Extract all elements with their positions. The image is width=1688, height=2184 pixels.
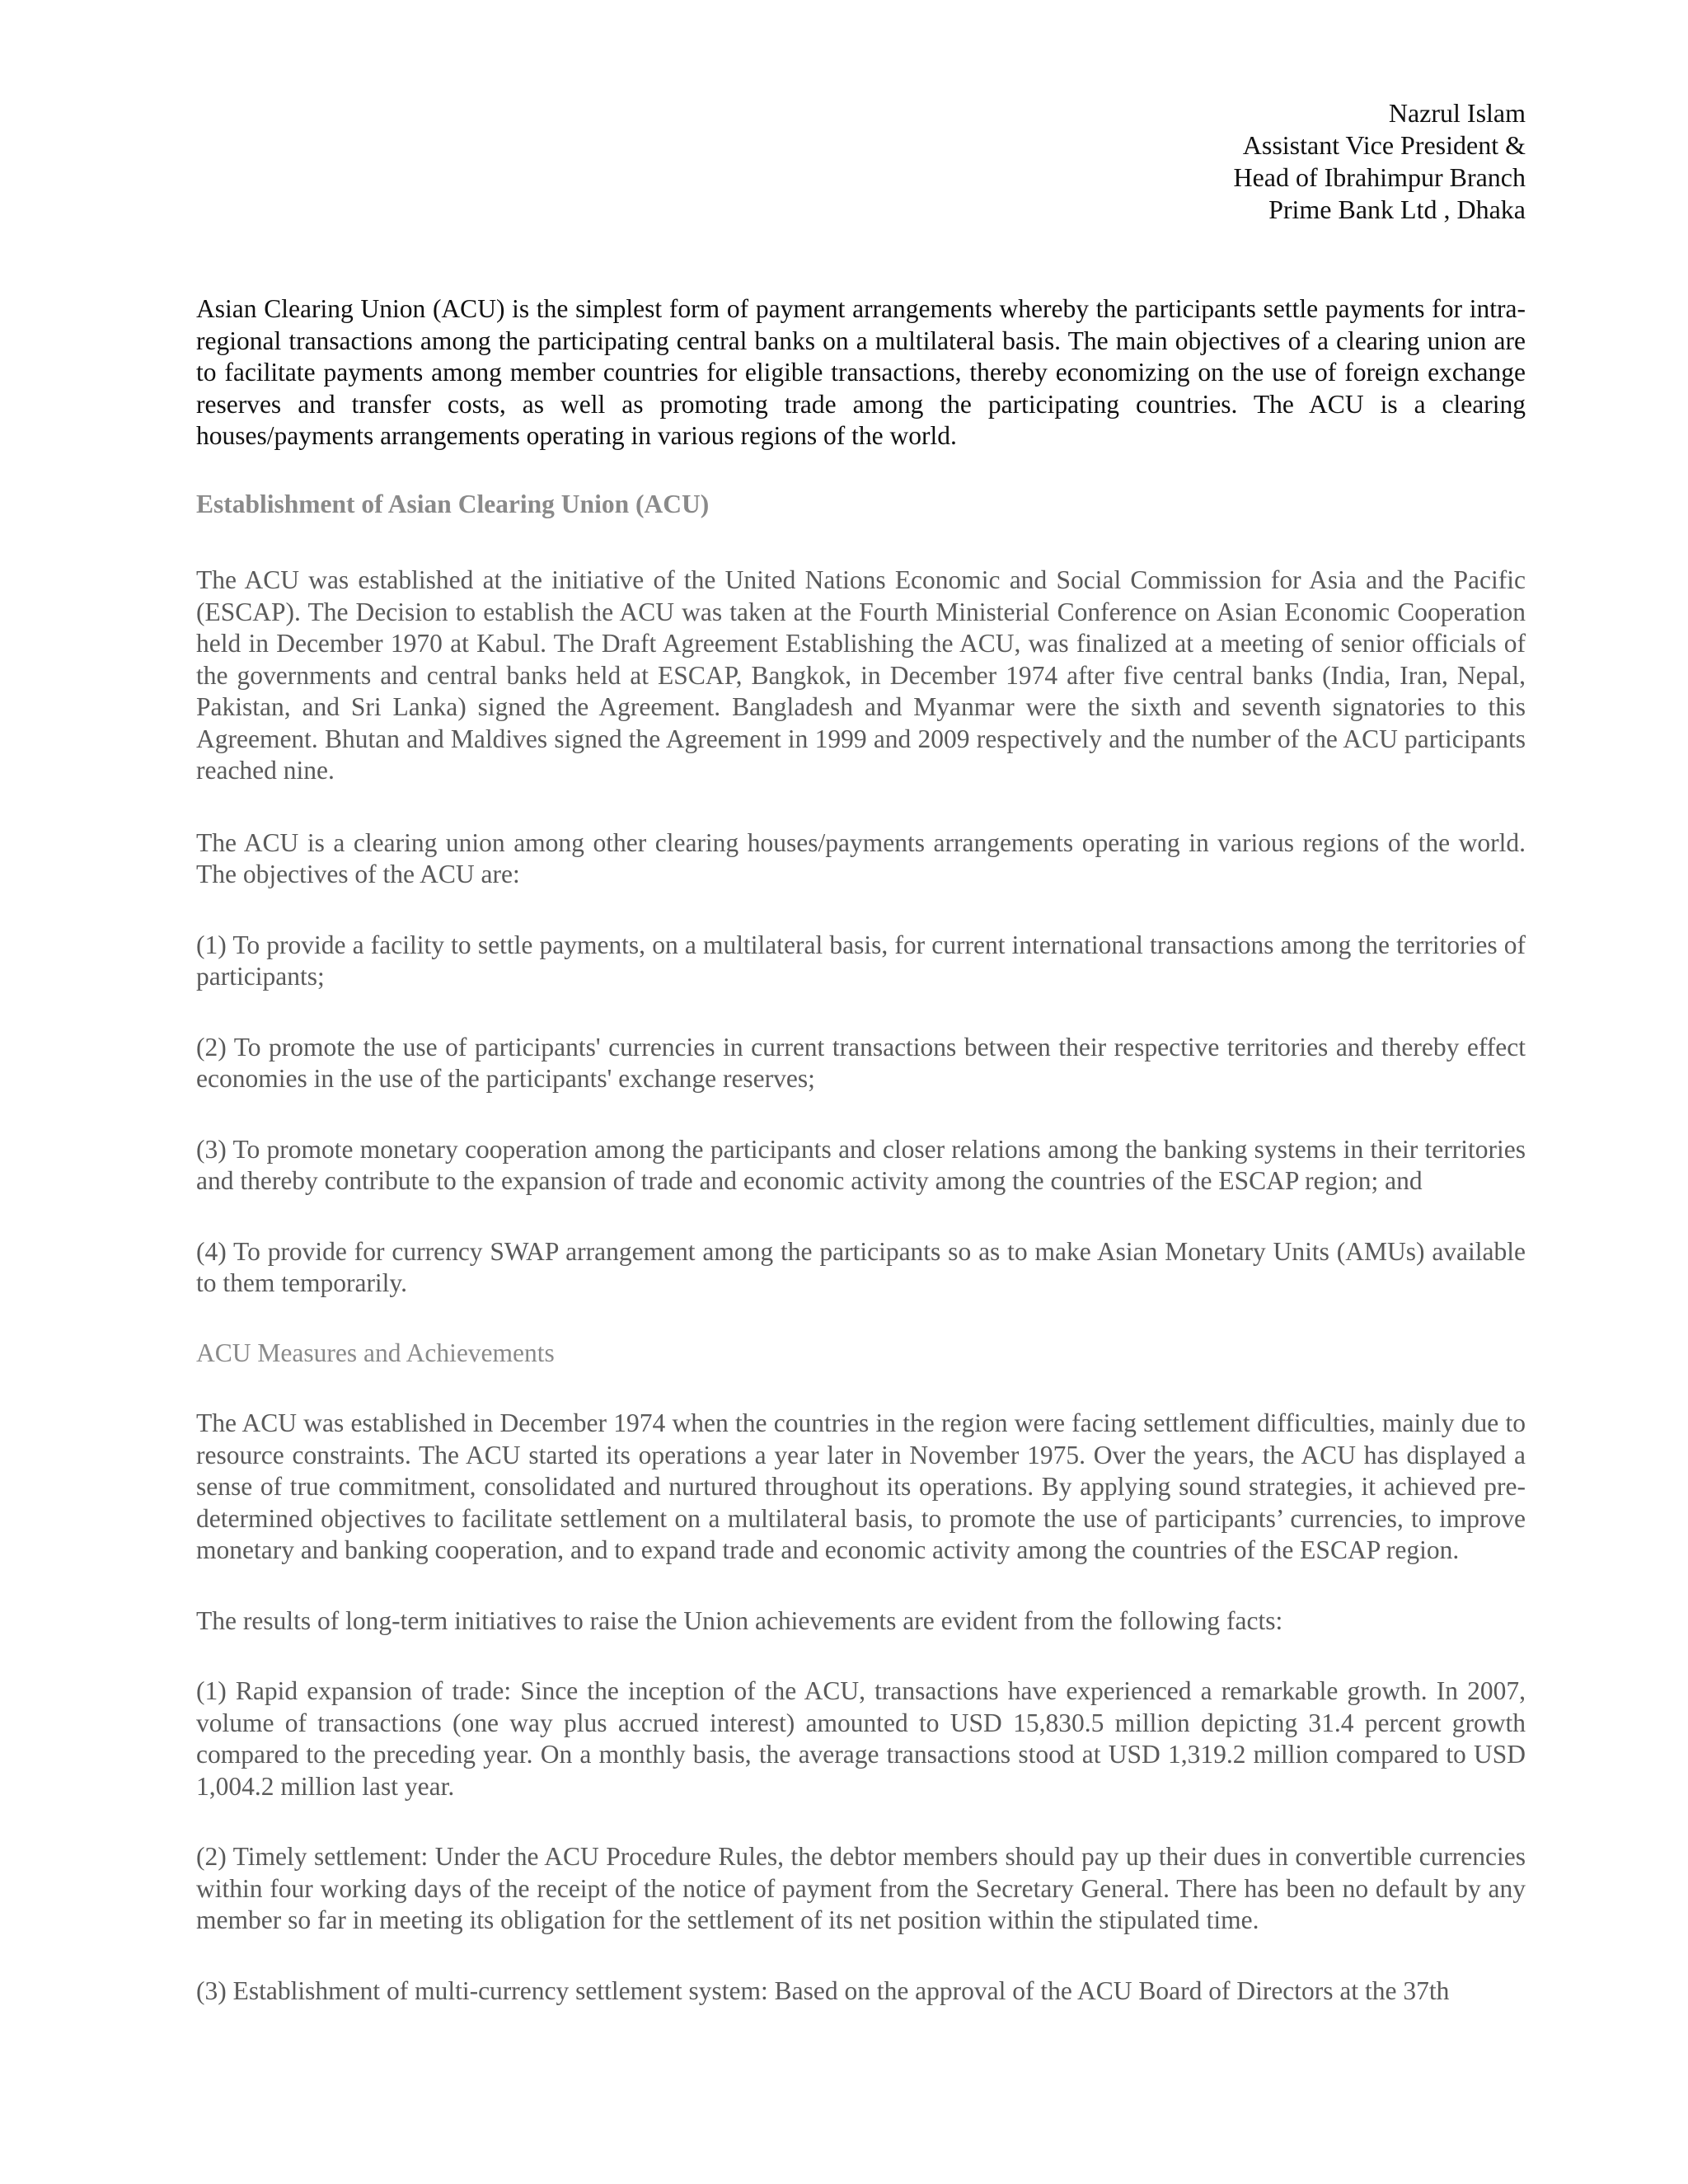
measures-paragraph-1: The ACU was established in December 1974 when the countries in the region were facing settlement difficulties, mainly due to resource constraints. The ACU started its operations a year later in November 1975. Over the years, the ACU has displayed a sense of true commitment, consolidated and nurtured throughout its operations. By applying sound strategies, it achieved pre-determined objectives to facilitate settlement on a multilateral basis, to promote the use of participants’ currencies, to improve monetary and banking cooperation, and to expand trade and economic activity among the countries of the ESCAP region.: [196, 1408, 1526, 1564]
article-body: [196, 293, 1526, 2007]
establishment-heading: Establishment of Asian Clearing Union (ACU): [196, 489, 710, 518]
establishment-paragraph-2: The ACU is a clearing union among other clearing houses/payments arrangements operating in various regions of the world. The objectives of the ACU are:: [196, 827, 1526, 888]
author-position: Head of Ibrahimpur Branch: [1233, 162, 1526, 192]
objective-item-2: (2) To promote the use of participants' currencies in current transactions between their respective territories and thereby effect economies in the use of the participants' exchange reserves;: [196, 1032, 1526, 1093]
author-title: Assistant Vice President &: [1242, 130, 1526, 160]
author-organization: Prime Bank Ltd , Dhaka: [1268, 194, 1526, 224]
objective-item-1: (1) To provide a facility to settle payments, on a multilateral basis, for current international transactions among the territories of participants;: [196, 930, 1526, 991]
fact-item-1: (1) Rapid expansion of trade: Since the inception of the ACU, transactions have experienced a remarkable growth. In 2007, volume of transactions (one way plus accrued interest) amounted to USD 15,830.5 million depicting 31.4 percent growth compared to the preceding year. On a monthly basis, the average transactions stood at USD 1,319.2 million compared to USD 1,004.2 million last year.: [196, 1676, 1526, 1801]
measures-heading: ACU Measures and Achievements: [196, 1338, 555, 1367]
fact-item-3: (3) Establishment of multi-currency settlement system: Based on the approval of the ACU Board of Directors at the 37th: [196, 1975, 1450, 2005]
establishment-paragraph-1: The ACU was established at the initiative of the United Nations Economic and Social Commission for Asia and the Pacific (ESCAP). The Decision to establish the ACU was taken at the Fourth Ministerial Conference on Asian Economic Cooperation held in December 1970 at Kabul. The Draft Agreement Establishing the ACU, was finalized at a meeting of senior officials of the governments and central banks held at ESCAP, Bangkok, in December 1974 after five central banks (India, Iran, Nepal, Pakistan, and Sri Lanka) signed the Agreement. Bangladesh and Myanmar were the sixth and seventh signatories to this Agreement. Bhutan and Maldives signed the Agreement in 1999 and 2009 respectively and the number of the ACU participants reached nine.: [196, 565, 1526, 785]
intro-paragraph: Asian Clearing Union (ACU) is the simplest form of payment arrangements whereby the participants settle payments for intra-regional transactions among the participating central banks on a multilateral basis. The main objectives of a clearing union are to facilitate payments among member countries for eligible transactions, thereby economizing on the use of foreign exchange reserves and transfer costs, as well as promoting trade among the participating countries. The ACU is a clearing houses/payments arrangements operating in various regions of the world.: [196, 294, 1526, 450]
author-block: [1233, 97, 1526, 226]
author-name: Nazrul Islam: [1388, 98, 1526, 128]
objective-item-4: (4) To provide for currency SWAP arrangement among the participants so as to make Asian Monetary Units (AMUs) available to them temporarily.: [196, 1236, 1526, 1297]
fact-item-2: (2) Timely settlement: Under the ACU Procedure Rules, the debtor members should pay up their dues in convertible currencies within four working days of the receipt of the notice of payment from the Secretary General. There has been no default by any member so far in meeting its obligation for the settlement of its net position within the stipulated time.: [196, 1842, 1526, 1934]
measures-paragraph-2: The results of long-term initiatives to raise the Union achievements are evident from the following facts:: [196, 1605, 1283, 1635]
objective-item-3: (3) To promote monetary cooperation among the participants and closer relations among the banking systems in their territories and thereby contribute to the expansion of trade and economic activity among the countries of the ESCAP region; and: [196, 1134, 1526, 1195]
